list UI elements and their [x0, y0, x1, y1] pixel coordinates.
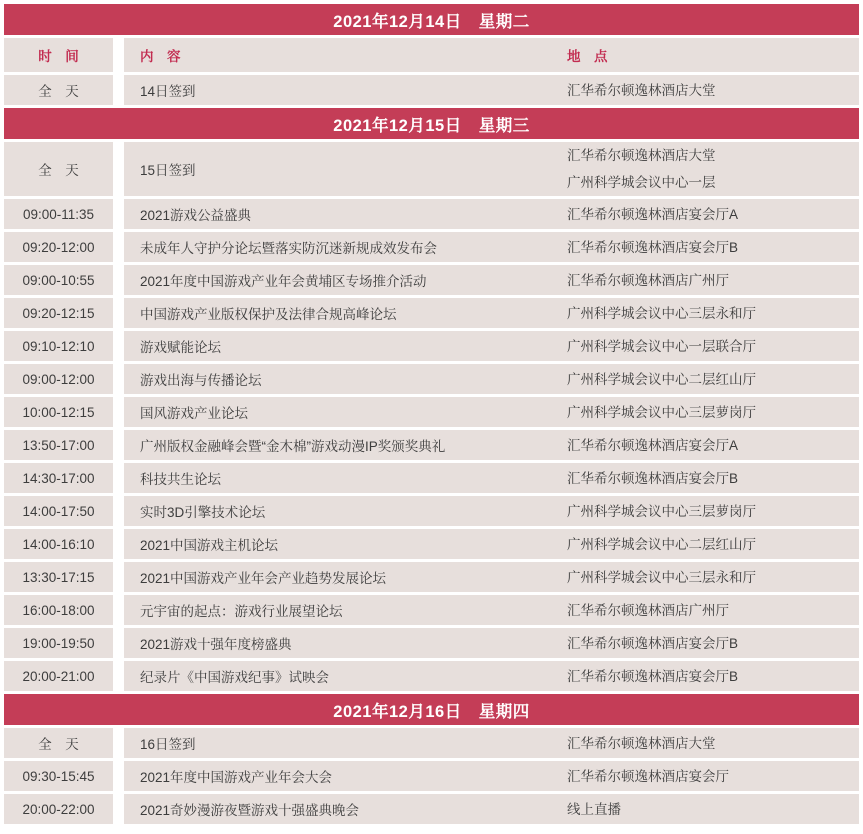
- row-content: 实时3D引擎技术论坛: [140, 505, 266, 520]
- row-main: [124, 142, 859, 196]
- table-row: [4, 199, 859, 229]
- table-row: [4, 728, 859, 758]
- column-divider: [113, 38, 124, 72]
- row-location-line: 汇华希尔顿逸林酒店宴会厅B: [567, 668, 739, 684]
- row-main: [124, 794, 859, 824]
- row-main: [124, 232, 859, 262]
- row-time: 09:30-15:45: [4, 761, 113, 791]
- row-location-line: 汇华希尔顿逸林酒店广州厅: [567, 602, 729, 618]
- row-location-line: 汇华希尔顿逸林酒店宴会厅B: [567, 470, 739, 486]
- row-time: 19:00-19:50: [4, 628, 113, 658]
- column-divider: [113, 75, 124, 105]
- column-header-time: 时 间: [4, 38, 113, 72]
- column-divider: [113, 232, 124, 262]
- row-location-line: 广州科学城会议中心一层联合厅: [567, 338, 756, 354]
- date-header-bar: [4, 4, 859, 35]
- row-content: 14日签到: [140, 84, 196, 99]
- column-divider: [113, 562, 124, 592]
- row-location: [567, 661, 859, 691]
- row-main: [124, 199, 859, 229]
- date-header-text: 2021年12月14日 星期二: [333, 12, 530, 31]
- row-main: [124, 562, 859, 592]
- date-header-bar: [4, 694, 859, 725]
- row-location-line: 广州科学城会议中心二层红山厅: [567, 371, 756, 387]
- table-row: [4, 761, 859, 791]
- date-header-bar: [4, 108, 859, 139]
- row-main: [124, 397, 859, 427]
- row-content: 科技共生论坛: [140, 472, 221, 487]
- table-row: [4, 75, 859, 105]
- row-location-line: 广州科学城会议中心三层永和厅: [567, 569, 756, 585]
- table-row: [4, 298, 859, 328]
- row-location: [567, 628, 859, 658]
- row-location-line: 广州科学城会议中心三层萝岗厅: [567, 404, 756, 420]
- row-location: [567, 75, 859, 105]
- date-header-text: 2021年12月15日 星期三: [333, 116, 530, 135]
- column-divider: [113, 430, 124, 460]
- table-row: [4, 661, 859, 691]
- column-header-main: [124, 38, 859, 72]
- row-content: 未成年人守护分论坛暨落实防沉迷新规成效发布会: [140, 241, 437, 256]
- table-row: [4, 529, 859, 559]
- row-main: [124, 761, 859, 791]
- row-location: [567, 298, 859, 328]
- table-row: [4, 463, 859, 493]
- column-header-row: [4, 38, 859, 72]
- row-time: 10:00-12:15: [4, 397, 113, 427]
- column-divider: [113, 331, 124, 361]
- row-location-line: 汇华希尔顿逸林酒店宴会厅B: [567, 635, 739, 651]
- row-location: [567, 397, 859, 427]
- column-divider: [113, 529, 124, 559]
- column-divider: [113, 142, 124, 196]
- row-time: 20:00-21:00: [4, 661, 113, 691]
- row-main: [124, 430, 859, 460]
- row-content: 2021游戏十强年度榜盛典: [140, 637, 292, 652]
- row-location-line: 线上直播: [567, 801, 621, 817]
- table-row: [4, 265, 859, 295]
- row-location: [567, 794, 859, 824]
- column-divider: [113, 728, 124, 758]
- row-location-line: 汇华希尔顿逸林酒店广州厅: [567, 272, 729, 288]
- table-row: [4, 496, 859, 526]
- column-divider: [113, 298, 124, 328]
- column-divider: [113, 265, 124, 295]
- row-time: 全 天: [4, 142, 113, 196]
- table-row: [4, 364, 859, 394]
- row-location-line: 汇华希尔顿逸林酒店宴会厅: [567, 768, 729, 784]
- row-content: 16日签到: [140, 737, 196, 752]
- row-location: [567, 463, 859, 493]
- row-time: 09:10-12:10: [4, 331, 113, 361]
- column-divider: [113, 661, 124, 691]
- row-content: 元宇宙的起点：游戏行业展望论坛: [140, 604, 343, 619]
- row-content: 2021中国游戏产业年会产业趋势发展论坛: [140, 571, 387, 586]
- row-location: [567, 562, 859, 592]
- row-content: 游戏出海与传播论坛: [140, 373, 262, 388]
- column-divider: [113, 794, 124, 824]
- row-location-line: 汇华希尔顿逸林酒店大堂: [567, 82, 716, 98]
- row-main: [124, 661, 859, 691]
- row-content: 2021年度中国游戏产业年会黄埔区专场推介活动: [140, 274, 427, 289]
- row-location: [567, 265, 859, 295]
- row-location: [567, 364, 859, 394]
- row-location: [567, 595, 859, 625]
- row-main: [124, 75, 859, 105]
- row-main: [124, 496, 859, 526]
- row-location-line: 汇华希尔顿逸林酒店宴会厅B: [567, 239, 739, 255]
- table-row: [4, 628, 859, 658]
- row-location-line: 广州科学城会议中心三层萝岗厅: [567, 503, 756, 519]
- column-header-content: 内 容: [140, 49, 181, 64]
- row-main: [124, 463, 859, 493]
- row-main: [124, 529, 859, 559]
- row-time: 全 天: [4, 728, 113, 758]
- row-location: [567, 430, 859, 460]
- row-content: 2021奇妙漫游夜暨游戏十强盛典晚会: [140, 803, 360, 818]
- column-divider: [113, 364, 124, 394]
- column-divider: [113, 496, 124, 526]
- row-time: 16:00-18:00: [4, 595, 113, 625]
- row-time: 09:00-12:00: [4, 364, 113, 394]
- row-location-line: 汇华希尔顿逸林酒店宴会厅A: [567, 437, 739, 453]
- row-time: 20:00-22:00: [4, 794, 113, 824]
- row-content: 中国游戏产业版权保护及法律合规高峰论坛: [140, 307, 397, 322]
- row-location-line: 汇华希尔顿逸林酒店宴会厅A: [567, 206, 739, 222]
- row-main: [124, 364, 859, 394]
- row-content: 游戏赋能论坛: [140, 340, 221, 355]
- row-time: 09:20-12:15: [4, 298, 113, 328]
- row-time: 14:00-17:50: [4, 496, 113, 526]
- row-time: 09:00-10:55: [4, 265, 113, 295]
- row-main: [124, 298, 859, 328]
- table-row: [4, 232, 859, 262]
- row-location: [567, 232, 859, 262]
- table-row: [4, 142, 859, 196]
- row-time: 14:00-16:10: [4, 529, 113, 559]
- row-location: [567, 199, 859, 229]
- row-main: [124, 628, 859, 658]
- row-time: 09:00-11:35: [4, 199, 113, 229]
- row-location-line: 广州科学城会议中心二层红山厅: [567, 536, 756, 552]
- column-header-location: 地 点: [567, 49, 608, 64]
- column-divider: [113, 463, 124, 493]
- table-row: [4, 331, 859, 361]
- table-row: [4, 397, 859, 427]
- row-content: 2021游戏公益盛典: [140, 208, 252, 223]
- row-content: 2021年度中国游戏产业年会大会: [140, 770, 333, 785]
- row-location: [567, 331, 859, 361]
- column-divider: [113, 761, 124, 791]
- row-main: [124, 728, 859, 758]
- row-location: [567, 496, 859, 526]
- table-row: [4, 794, 859, 824]
- table-row: [4, 595, 859, 625]
- row-content: 广州版权金融峰会暨“金木棉”游戏动漫IP奖颁奖典礼: [140, 439, 446, 454]
- row-time: 13:50-17:00: [4, 430, 113, 460]
- row-time: 13:30-17:15: [4, 562, 113, 592]
- row-location: [567, 761, 859, 791]
- row-time: 14:30-17:00: [4, 463, 113, 493]
- column-divider: [113, 628, 124, 658]
- row-time: 09:20-12:00: [4, 232, 113, 262]
- row-location-line: 广州科学城会议中心一层: [567, 175, 716, 190]
- row-content: 2021中国游戏主机论坛: [140, 538, 279, 553]
- row-content: 国风游戏产业论坛: [140, 406, 248, 421]
- row-location: [567, 529, 859, 559]
- table-row: [4, 430, 859, 460]
- column-divider: [113, 595, 124, 625]
- row-location-line: 汇华希尔顿逸林酒店大堂: [567, 735, 716, 751]
- column-divider: [113, 397, 124, 427]
- row-main: [124, 595, 859, 625]
- date-header-text: 2021年12月16日 星期四: [333, 702, 530, 721]
- row-main: [124, 331, 859, 361]
- table-row: [4, 562, 859, 592]
- row-content: 纪录片《中国游戏纪事》试映会: [140, 670, 329, 685]
- row-location-line: 广州科学城会议中心三层永和厅: [567, 305, 756, 321]
- row-location: [567, 142, 859, 196]
- row-main: [124, 265, 859, 295]
- row-location-line: 汇华希尔顿逸林酒店大堂: [567, 148, 716, 163]
- row-content: 15日签到: [140, 163, 196, 178]
- column-divider: [113, 199, 124, 229]
- row-time: 全 天: [4, 75, 113, 105]
- row-location: [567, 728, 859, 758]
